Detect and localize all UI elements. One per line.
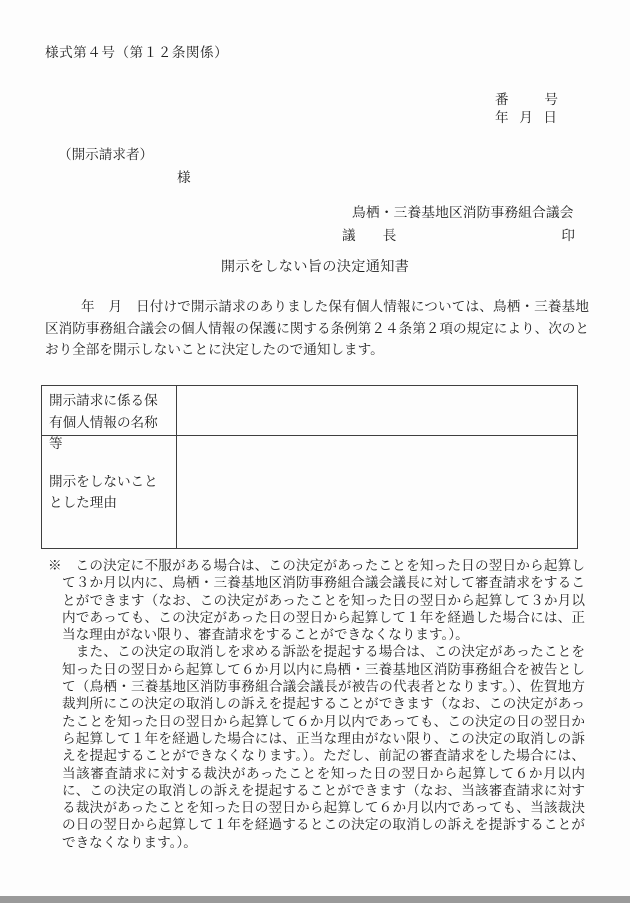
table-row-value-reason bbox=[177, 436, 577, 548]
number-suffix-label: 号 bbox=[544, 92, 558, 107]
table-row-label-reason: 開示をしないこととした理由 bbox=[42, 436, 177, 548]
bottom-edge-bar bbox=[0, 896, 630, 903]
recipient-label: （開示請求者） bbox=[58, 147, 154, 162]
remarks-paragraph-lawsuit: また、この決定の取消しを求める訴訟を提起する場合は、この決定があったことを知った日の翌日から起算して６か月以内に鳥栖・三養基地区消防事務組合を被告として（鳥栖・三養基地区消防事務組合議会議長が被告の代表者となります。）、佐賀地方裁判所にこの決定の取消しの訴えを提起することができます（なお、この決定があったことを知った日の翌日から起算して６か月以内であっても、この決定の日の翌日から起算して１年を経過した場合には、正当な理由がない限り、この決定の取消しの訴えを提起することができなくなります。）。ただし、前記の審査請求をした場合には、当該審査請求に対する裁決があったことを知った日の翌日から起算して６か月以内に、この決定の取消しの訴えを提起することができます（なお、当該審査請求に対する裁決があったことを知った日の翌日から起算して６か月以内であっても、当該裁決の日の翌日から起算して１年を経過するとこの決定の取消しの訴えを提訴することができなくなります。）。 bbox=[62, 644, 585, 850]
issuer-title-line bbox=[342, 224, 575, 244]
number-label: 番 bbox=[495, 92, 509, 107]
issuer-organization: 鳥栖・三養基地区消防事務組合議会 bbox=[352, 205, 574, 220]
document-number-block bbox=[495, 91, 558, 127]
month-label: 月 bbox=[519, 110, 533, 125]
document-title: 開示をしない旨の決定通知書 bbox=[220, 259, 410, 275]
table-row-value-information-name bbox=[177, 386, 577, 436]
remarks-note bbox=[48, 557, 585, 851]
issuer-title: 議 長 bbox=[342, 228, 397, 243]
seal-mark: 印 bbox=[561, 228, 575, 243]
recipient-honorific: 様 bbox=[177, 170, 191, 185]
form-number-label: 様式第４号（第１２条関係） bbox=[45, 45, 229, 60]
year-label: 年 bbox=[495, 110, 509, 125]
body-paragraph: 年 月 日付けで開示請求のありました保有個人情報については、鳥栖・三養基地区消防事務組合議会の個人情報の保護に関する条例第２４条第２項の規定により、次のとおり全部を開示しないことに決定したので通知します。 bbox=[45, 299, 589, 358]
remarks-paragraph-appeal: ※ この決定に不服がある場合は、この決定があったことを知った日の翌日から起算して３か月以内に、鳥栖・三養基地区消防事務組合議会議長に対して審査請求をすることができます（なお、この決定があったことを知った日の翌日から起算して３か月以内であっても、この決定があった日の翌日から起算して１年を経過した場合には、正当な理由がない限り、審査請求をすることができなくなります。）。 bbox=[48, 558, 585, 643]
document-number-line bbox=[495, 91, 558, 109]
date-line bbox=[495, 109, 557, 127]
table-row-label-information-name: 開示請求に係る保有個人情報の名称等 bbox=[42, 386, 177, 436]
decision-table bbox=[41, 385, 578, 549]
day-label: 日 bbox=[543, 110, 557, 125]
